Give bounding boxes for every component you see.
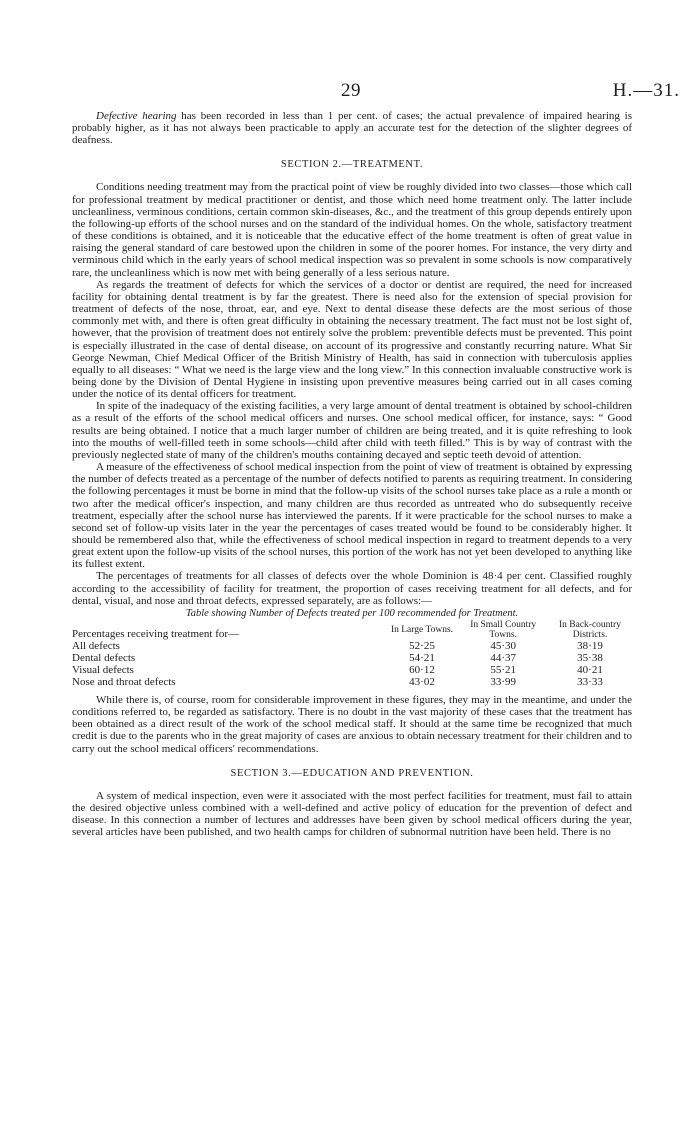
- table-cell: 43·02: [409, 675, 435, 688]
- table-cell: 60·12: [409, 663, 435, 676]
- section-2-closing-paragraph: While there is, of course, room for considerable improvement in these figures, they may in the meantime, and under the conditions referred to, be regarded as satisfactory. There is no doubt in the vast majority of these cases that the treatment has been obtained as a direct result of the work of the school medical staff. It should at the same time be recognized that much credit is due to the parents who in the great majority of cases are anxious to obtain necessary treatment for their children and to carry out the school medical officers' recommendations.: [72, 693, 632, 755]
- section-3-heading: SECTION 3.—EDUCATION AND PREVENTION.: [230, 767, 474, 779]
- table-row: [72, 640, 632, 652]
- treatment-table: [72, 620, 632, 688]
- section-2-paragraph-2: As regards the treatment of defects for which the services of a doctor or dentist are required, the need for increased facility for obtaining dental treatment is by far the greatest. There is need also for the extension of special provision for treatment of defects of the nose, throat, ear, and eye. Next to dental disease these defects are the most serious of those commonly met with, and there is often great difficulty in obtaining the necessary treatment. The fact must not be lost sight of, however, that the provision of treatment does not entirely solve the problem: preventible defects must be prevented. This point is especially illustrated in the case of dental disease, on account of its progressive and constantly recurring nature. What Sir George Newman, Chief Medical Officer of the British Ministry of Health, has said in connection with tuberculosis applies equally to all diseases: “ What we need is the large view and the long view.” In this connection invaluable constructive work is being done by the Division of Dental Hygiene in insisting upon preventive measures being carried out in all cases coming under the notice of its dental officers for treatment.: [72, 278, 632, 401]
- document-reference: H.—31.: [612, 80, 680, 101]
- intro-lead: Defective hearing: [96, 110, 177, 122]
- table-row: [72, 652, 632, 664]
- row-label: All defects: [72, 639, 120, 652]
- section-2-heading: SECTION 2.—TREATMENT.: [280, 159, 424, 171]
- row-label: Dental defects: [72, 651, 136, 664]
- table-cell: 40·21: [577, 663, 603, 676]
- row-label: Nose and throat defects: [72, 675, 176, 688]
- section-3-paragraph: A system of medical inspection, even were it associated with the most perfect facilities for treatment, must fail to attain the desired objective unless combined with a well-defined and active policy of education for the prevention of defect and disease. In this connection a number of lectures and addresses have been given by school medical officers during the year, several articles have been published, and two health camps for children of subnormal nutrition have been held. There is no: [72, 789, 632, 839]
- table-cell: 55·21: [490, 663, 517, 676]
- page-header: [72, 0, 680, 110]
- table-cell: 52·25: [409, 639, 435, 652]
- column-header: In Back-country Districts.: [558, 619, 621, 640]
- intro-text: has been recorded in less than 1 per cent. of cases; the actual prevalence of impaired hearing is probably higher, as it has not always been practicable to apply an accurate test for the detection of the slighter degrees of deafness.: [72, 110, 632, 147]
- section-2-paragraph-3: In spite of the inadequacy of the existing facilities, a very large amount of dental treatment is obtained by school-children as a result of the efforts of the school medical officers and nurses. One school medical officer, for instance, says: “ Good results are being obtained. I notice that a much larger number of children are being treated, and it is quite refreshing to look into the mouths of well-filled teeth in some schools—child after child with teeth filled.” This is by way of contrast with the previously neglected state of many of the children's mouths containing decayed and septic teeth devoid of attention.: [72, 400, 632, 461]
- table-stub-header: Percentages receiving treatment for—: [72, 627, 240, 640]
- column-header: In Small Country Towns.: [470, 619, 537, 640]
- table-cell: 38·19: [577, 639, 603, 652]
- page-number: 29: [341, 80, 361, 101]
- intro-paragraph: [72, 110, 632, 146]
- section-2-paragraph-5: The percentages of treatments for all classes of defects over the whole Dominion is 48·4 per cent. Classified roughly according to the accessibility of facility for treatment, the proportion of cases receiving treatment for all defects, and for dental, visual, and nose and throat defects, expressed separately, are as follows:—: [72, 570, 632, 607]
- section-2-paragraph-4: A measure of the effectiveness of school medical inspection from the point of view of treatment is obtained by expressing the number of defects treated as a percentage of the number of defects notified to parents as requiring treatment. In considering the following percentages it must be borne in mind that the follow-up visits of the school nurses take place as a rule a month or two after the medical officer's inspection, and many children are thus recorded as untreated who do subsequently receive treatment, especially after the school nurse has interviewed the parents. If it were practicable for the school nurses to make a second set of follow-up visits later in the year the percentages of cases treated would be found to be considerably higher. It should be remembered also that, while the effectiveness of school medical inspection in regard to treatment depends to a very great extent upon the follow-up visits of the school nurses, this portion of the work has not yet been developed to anything like its fullest extent.: [72, 461, 632, 571]
- table-cell: 35·38: [577, 651, 603, 664]
- column-header: In Large Towns.: [390, 624, 454, 635]
- table-cell: 45·30: [490, 639, 517, 652]
- table-row: [72, 676, 632, 688]
- section-2-paragraph-1: Conditions needing treatment may from the practical point of view be roughly divided into two classes—those which call for professional treatment by medical practitioner or dentist, and those which need home treatment only. The latter include uncleanliness, verminous conditions, certain common skin-diseases, &c., and the treatment of this group depends entirely upon the following-up efforts of the school nurses and on the standard of the individual homes. On the whole, satisfactory treatment of these conditions is obtained, and it is noticeable that the educative effect of the home treatment is often of great value in raising the general standard of care bestowed upon the children in some of the poorer homes. For instance, the very dirty and verminous child which in the early years of school medical inspection was so prevalent in some schools is now comparatively rare, the uncleanliness which is now met with being generally of a less serious nature.: [72, 181, 632, 279]
- table-cell: 33·99: [490, 675, 517, 688]
- table-row: [72, 664, 632, 676]
- table-header-row: [72, 620, 632, 640]
- row-label: Visual defects: [72, 663, 134, 676]
- table-cell: 33·33: [577, 675, 603, 688]
- table-cell: 54·21: [409, 651, 435, 664]
- table-caption: Table showing Number of Defects treated per 100 recommended for Treatment.: [185, 607, 519, 619]
- table-cell: 44·37: [490, 651, 517, 664]
